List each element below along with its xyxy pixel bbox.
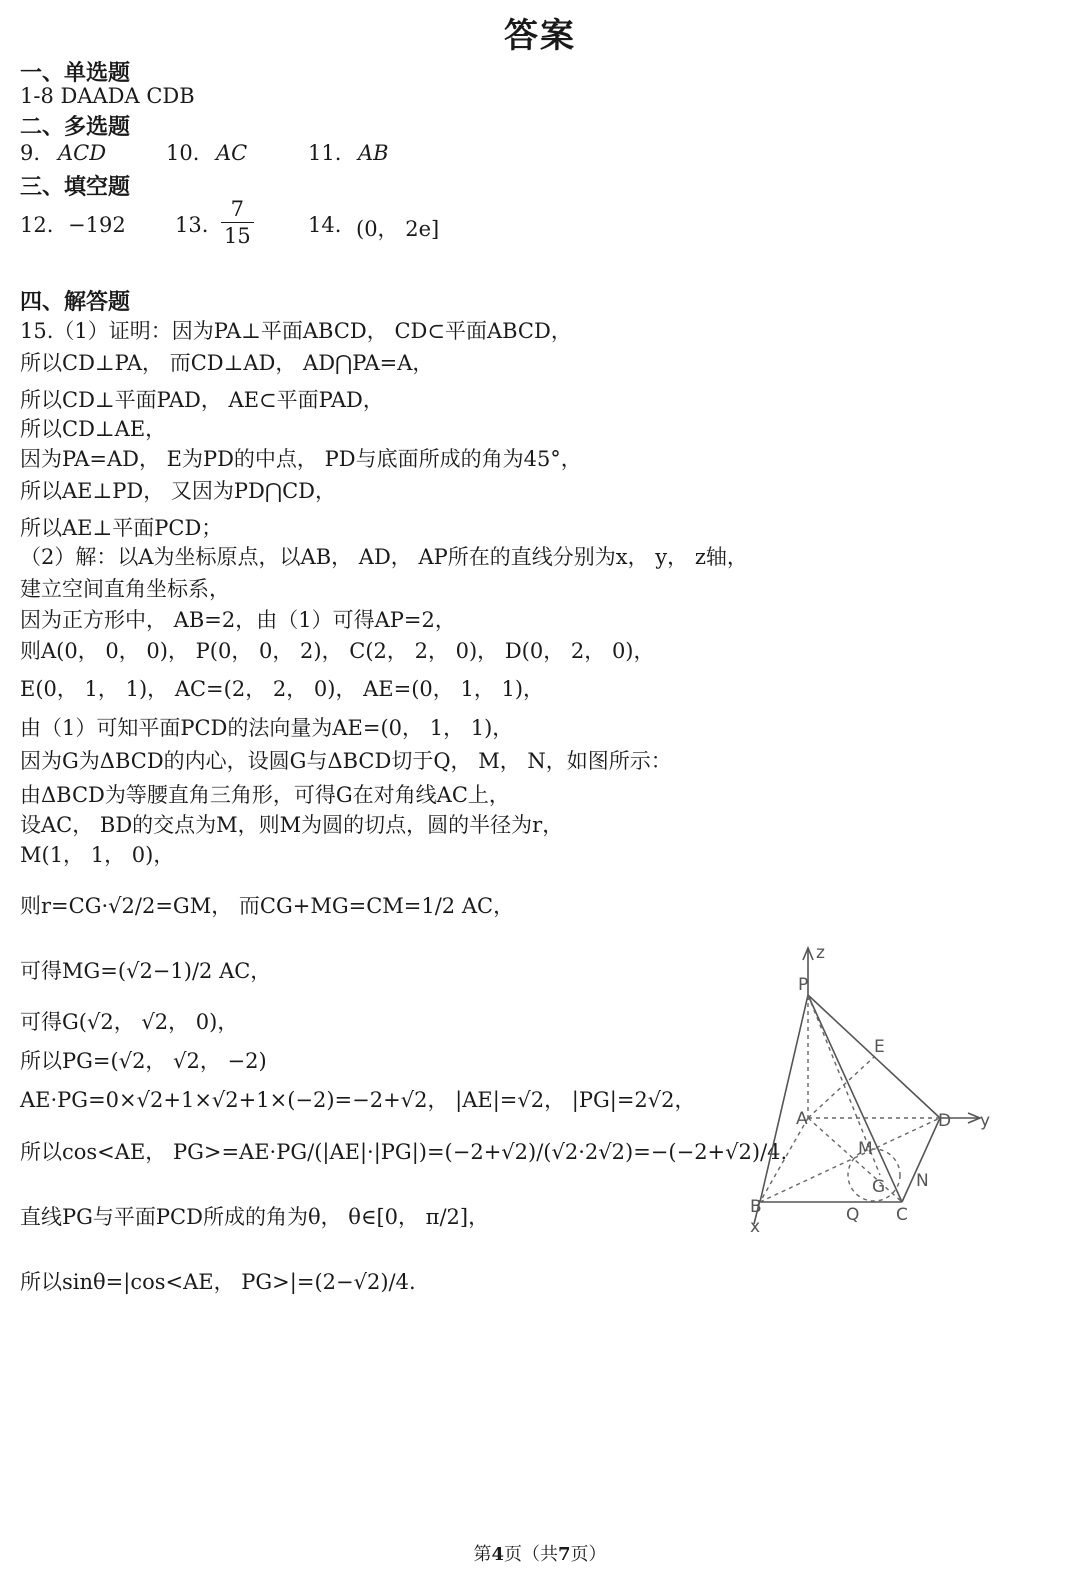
solution-line-25: 所以sinθ=|cos<AE， PG>|=(2−√2)/4. bbox=[20, 1270, 416, 1294]
q14: 14. bbox=[308, 213, 342, 237]
solution-line-12: E(0， 1， 1)， AC=(2， 2， 0)， AE=(0， 1， 1)， bbox=[20, 677, 545, 701]
page-title: 答案 bbox=[504, 16, 576, 56]
solution-line-9: 建立空间直角坐标系， bbox=[20, 577, 230, 601]
q10: 10. bbox=[166, 141, 200, 165]
page-footer bbox=[0, 1540, 1080, 1566]
solution-line-23: 所以cos<AE， PG>=AE·PG/(|AE|·|PG|)=(−2+√2)/(√2·2√2)=−(−2+√2)/4. bbox=[20, 1140, 788, 1164]
diagonal-AC bbox=[808, 1118, 902, 1202]
answer-11: AB bbox=[358, 141, 389, 165]
footer-suffix: 页） bbox=[570, 1544, 607, 1565]
solution-line-16: 设AC， BD的交点为M，则M为圆的切点，圆的半径为r， bbox=[20, 813, 564, 837]
solution-line-13: 由（1）可知平面PCD的法向量为AE=(0， 1， 1)， bbox=[20, 716, 514, 740]
solution-line-19: 可得MG=(√2−1)/2 AC， bbox=[20, 959, 272, 983]
answer-13-numerator: 7 bbox=[221, 197, 254, 223]
label-M: M bbox=[858, 1139, 873, 1159]
diagonal-BD bbox=[760, 1118, 940, 1202]
answer-13-denominator: 15 bbox=[224, 224, 251, 249]
solution-line-10: 因为正方形中， AB=2，由（1）可得AP=2， bbox=[20, 608, 456, 632]
solution-line-22: AE·PG=0×√2+1×√2+1×(−2)=−2+√2， |AE|=√2， |PG|=2√2， bbox=[20, 1088, 696, 1112]
label-P: P bbox=[798, 975, 809, 995]
answer-12: −192 bbox=[68, 213, 126, 237]
q11: 11. bbox=[308, 141, 342, 165]
label-N: N bbox=[916, 1171, 929, 1191]
solution-line-20: 可得G(√2， √2， 0)， bbox=[20, 1010, 239, 1034]
answer-10: AC bbox=[216, 141, 248, 165]
solution-line-2: 所以CD⊥PA， 而CD⊥AD， AD⋂PA=A， bbox=[20, 351, 434, 375]
solution-line-15: 由ΔBCD为等腰直角三角形，可得G在对角线AC上， bbox=[20, 783, 510, 807]
label-C: C bbox=[896, 1205, 908, 1225]
label-D: D bbox=[938, 1111, 952, 1131]
solution-line-4: 所以CD⊥AE， bbox=[20, 417, 167, 441]
label-G: G bbox=[872, 1177, 886, 1197]
footer-mid: 页（共 bbox=[504, 1544, 558, 1565]
pyramid-figure bbox=[740, 940, 1010, 1240]
section1-answers: 1-8 DAADA CDB bbox=[20, 84, 195, 108]
footer-prefix: 第 bbox=[473, 1544, 492, 1565]
footer-total-pages: 7 bbox=[558, 1544, 571, 1565]
q13: 13. bbox=[175, 213, 209, 237]
edge-AB bbox=[760, 1118, 808, 1202]
answer-13 bbox=[218, 197, 257, 248]
solution-line-5: 因为PA=AD， E为PD的中点， PD与底面所成的角为45°， bbox=[20, 447, 582, 471]
label-E: E bbox=[874, 1037, 885, 1057]
edge-PC bbox=[808, 995, 902, 1202]
answer-9: ACD bbox=[58, 141, 107, 165]
section4-heading: 四、解答题 bbox=[20, 289, 131, 315]
solution-line-6: 所以AE⊥PD， 又因为PD⋂CD， bbox=[20, 479, 336, 503]
solution-line-21: 所以PG=(√2， √2， −2) bbox=[20, 1049, 267, 1073]
solution-line-14: 因为G为ΔBCD的内心，设圆G与ΔBCD切于Q， M， N，如图所示： bbox=[20, 749, 672, 773]
label-x: x bbox=[750, 1217, 761, 1237]
solution-line-7: 所以AE⊥平面PCD； bbox=[20, 516, 223, 540]
solution-line-18: 则r=CG·√2/2=GM， 而CG+MG=CM=1/2 AC， bbox=[20, 894, 515, 918]
section1-heading: 一、单选题 bbox=[20, 60, 131, 86]
q9: 9. bbox=[20, 141, 41, 165]
section2-heading: 二、多选题 bbox=[20, 114, 131, 140]
label-A: A bbox=[796, 1109, 808, 1129]
solution-line-1: 15.（1）证明：因为PA⊥平面ABCD， CD⊂平面ABCD， bbox=[20, 319, 572, 343]
label-Q: Q bbox=[846, 1205, 860, 1225]
edge-PB bbox=[760, 995, 808, 1202]
solution-line-8: （2）解：以A为坐标原点，以AB， AD， AP所在的直线分别为x， y， z轴， bbox=[20, 545, 748, 569]
label-z: z bbox=[816, 943, 825, 963]
label-B: B bbox=[750, 1197, 762, 1217]
q12: 12. bbox=[20, 213, 54, 237]
section3-heading: 三、填空题 bbox=[20, 174, 131, 200]
footer-page-number: 4 bbox=[491, 1544, 504, 1565]
solution-line-11: 则A(0， 0， 0)， P(0， 0， 2)， C(2， 2， 0)， D(0， 2， 0)， bbox=[20, 639, 655, 663]
solution-line-17: M(1， 1， 0)， bbox=[20, 843, 175, 867]
solution-line-3: 所以CD⊥平面PAD， AE⊂平面PAD， bbox=[20, 388, 384, 412]
answer-14: (0， 2e] bbox=[356, 217, 440, 241]
label-y: y bbox=[980, 1111, 991, 1131]
solution-line-24: 直线PG与平面PCD所成的角为θ， θ∈[0， π/2]， bbox=[20, 1205, 490, 1229]
